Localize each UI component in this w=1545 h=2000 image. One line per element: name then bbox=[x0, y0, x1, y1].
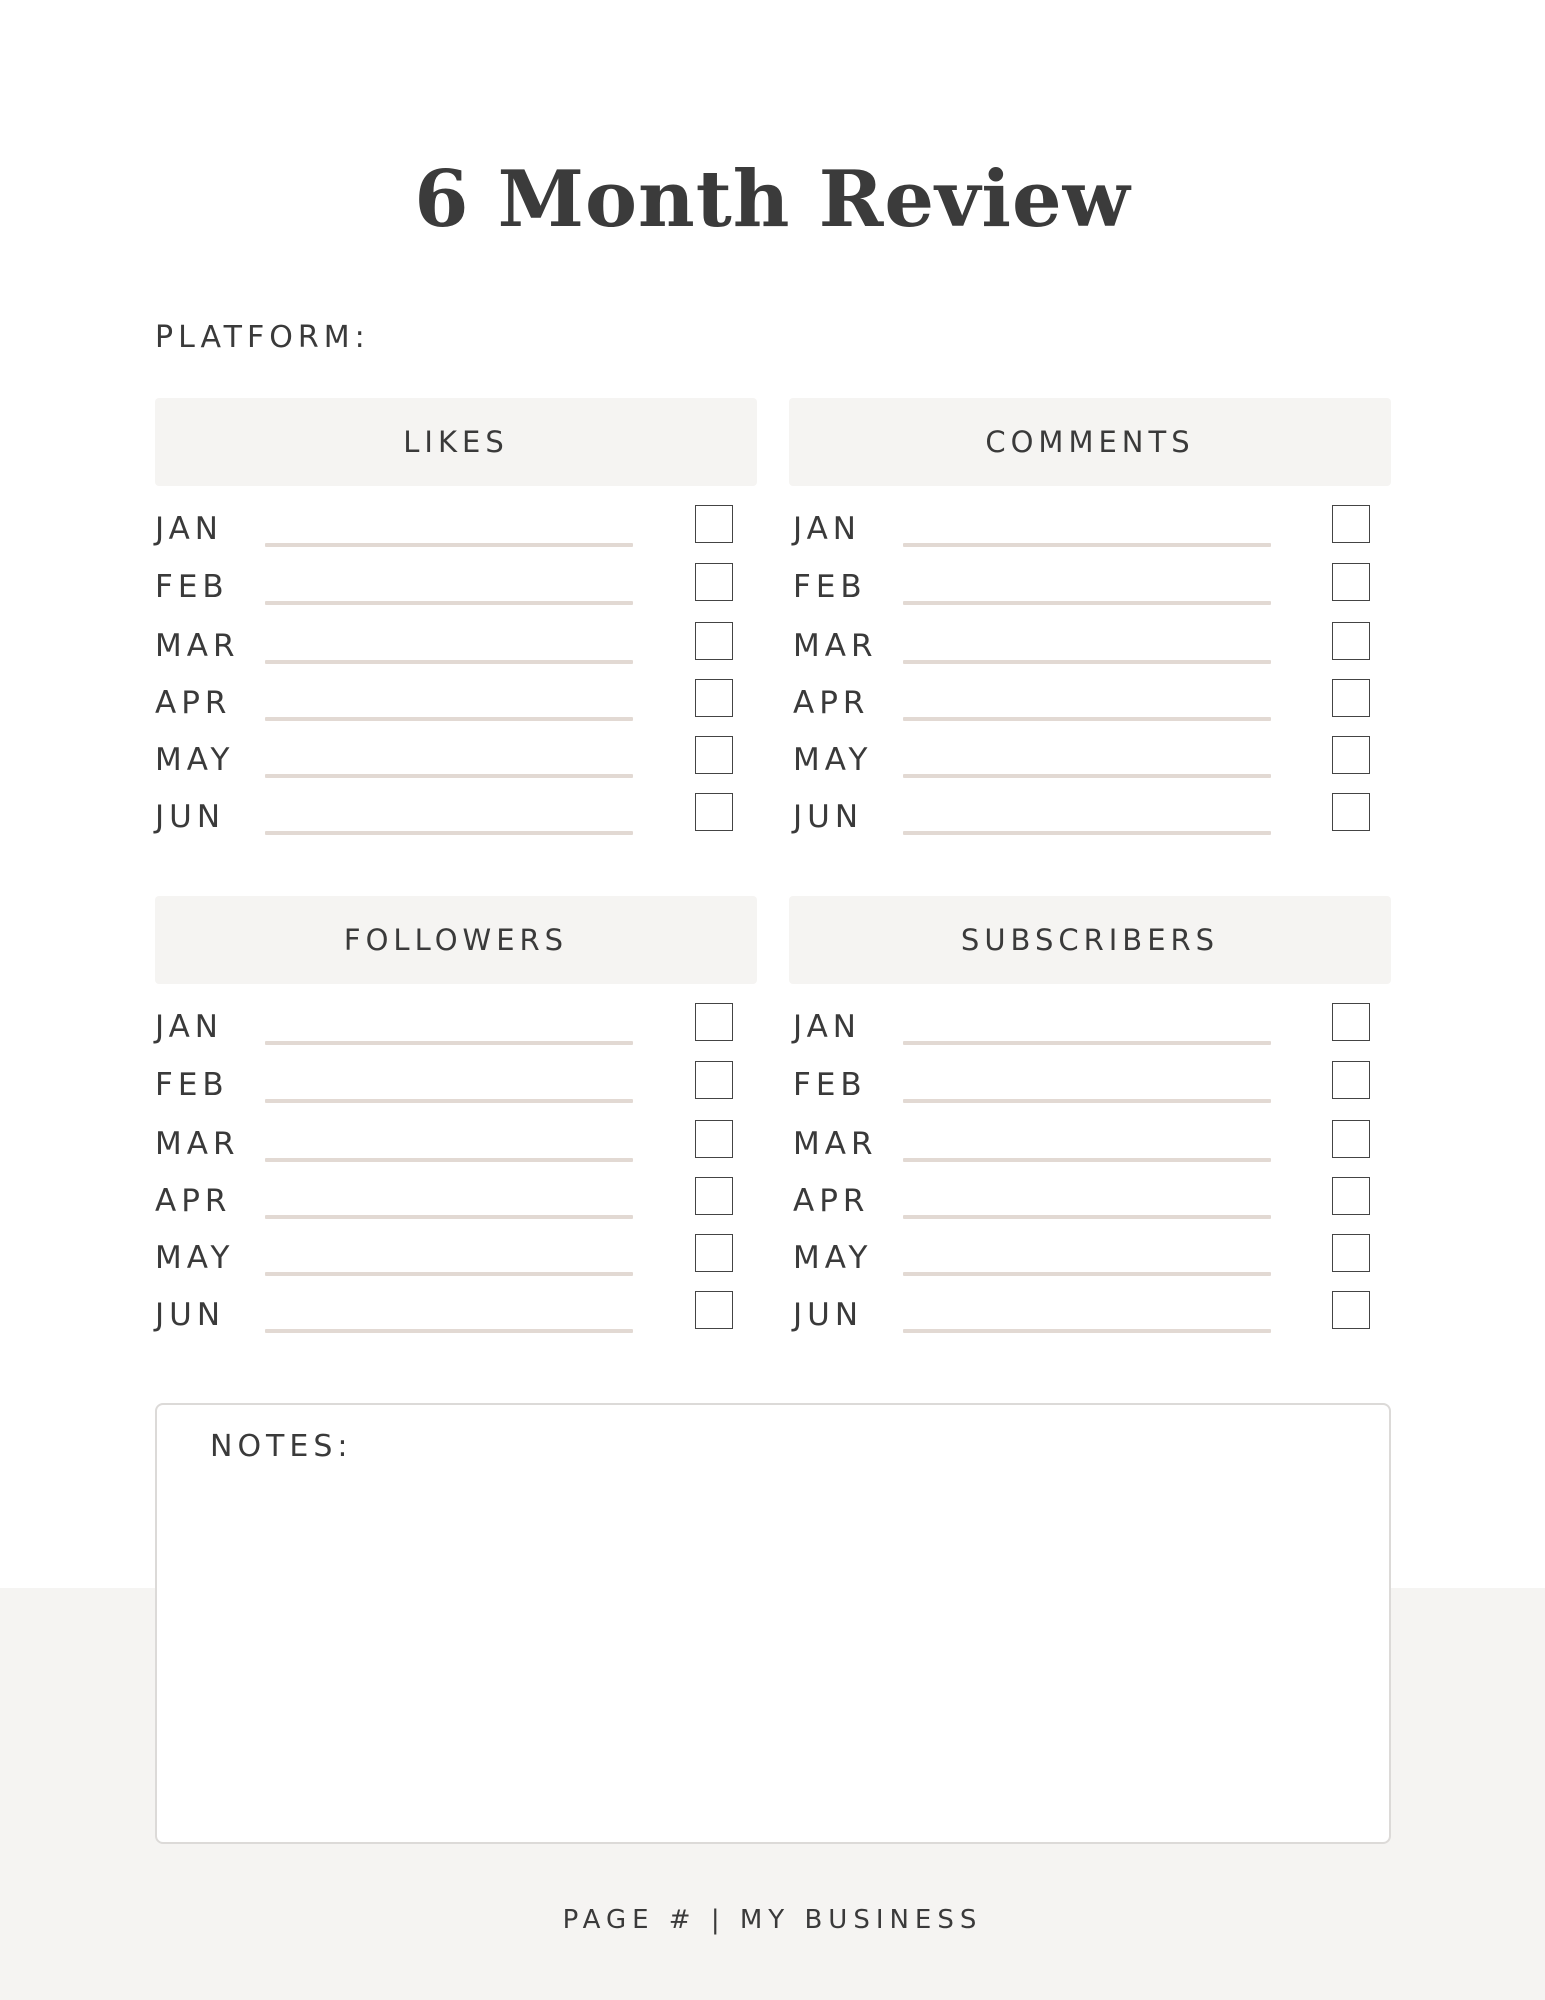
month-label: MAR bbox=[155, 1126, 240, 1162]
notes-label: NOTES: bbox=[210, 1429, 353, 1464]
entry-line[interactable] bbox=[265, 1215, 633, 1219]
checkbox[interactable] bbox=[1332, 736, 1370, 774]
checkbox[interactable] bbox=[1332, 1291, 1370, 1329]
month-row bbox=[155, 679, 757, 729]
checkbox[interactable] bbox=[1332, 1120, 1370, 1158]
month-row bbox=[155, 1003, 757, 1053]
month-row bbox=[155, 1234, 757, 1284]
entry-line[interactable] bbox=[265, 717, 633, 721]
checkbox[interactable] bbox=[695, 1061, 733, 1099]
checkbox[interactable] bbox=[695, 1120, 733, 1158]
checkbox[interactable] bbox=[695, 1177, 733, 1215]
month-row bbox=[789, 1177, 1391, 1227]
month-label: APR bbox=[155, 1183, 232, 1219]
entry-line[interactable] bbox=[903, 1215, 1271, 1219]
section-subscribers bbox=[789, 896, 1391, 1376]
section-header: LIKES bbox=[155, 398, 757, 486]
platform-label: PLATFORM: bbox=[155, 320, 370, 355]
month-label: FEB bbox=[793, 1067, 867, 1103]
section-header: COMMENTS bbox=[789, 398, 1391, 486]
month-label: MAY bbox=[793, 1240, 873, 1276]
month-label: APR bbox=[155, 685, 232, 721]
entry-line[interactable] bbox=[265, 1099, 633, 1103]
month-row bbox=[155, 736, 757, 786]
entry-line[interactable] bbox=[903, 774, 1271, 778]
entry-line[interactable] bbox=[265, 601, 633, 605]
entry-line[interactable] bbox=[903, 1099, 1271, 1103]
notes-box[interactable] bbox=[155, 1403, 1391, 1844]
entry-line[interactable] bbox=[265, 543, 633, 547]
section-followers bbox=[155, 896, 757, 1376]
entry-line[interactable] bbox=[265, 660, 633, 664]
month-label: JUN bbox=[155, 1297, 226, 1333]
month-row bbox=[789, 1003, 1391, 1053]
section-header: FOLLOWERS bbox=[155, 896, 757, 984]
entry-line[interactable] bbox=[903, 660, 1271, 664]
month-label: FEB bbox=[793, 569, 867, 605]
month-row bbox=[789, 563, 1391, 613]
month-row bbox=[155, 1177, 757, 1227]
month-row bbox=[155, 622, 757, 672]
month-row bbox=[155, 563, 757, 613]
month-row bbox=[789, 622, 1391, 672]
entry-line[interactable] bbox=[903, 1329, 1271, 1333]
month-row bbox=[789, 1120, 1391, 1170]
month-row bbox=[155, 1061, 757, 1111]
month-row bbox=[789, 1061, 1391, 1111]
checkbox[interactable] bbox=[695, 1003, 733, 1041]
month-row bbox=[789, 1234, 1391, 1284]
checkbox[interactable] bbox=[1332, 1061, 1370, 1099]
checkbox[interactable] bbox=[695, 1234, 733, 1272]
page-title: 6 Month Review bbox=[414, 154, 1131, 245]
month-row bbox=[155, 505, 757, 555]
checkbox[interactable] bbox=[1332, 1234, 1370, 1272]
page-footer: PAGE # | MY BUSINESS bbox=[562, 1905, 983, 1935]
checkbox[interactable] bbox=[1332, 505, 1370, 543]
month-row bbox=[155, 1120, 757, 1170]
checkbox[interactable] bbox=[695, 563, 733, 601]
checkbox[interactable] bbox=[1332, 1177, 1370, 1215]
entry-line[interactable] bbox=[903, 1158, 1271, 1162]
month-label: MAR bbox=[793, 1126, 878, 1162]
entry-line[interactable] bbox=[903, 543, 1271, 547]
month-label: MAR bbox=[155, 628, 240, 664]
entry-line[interactable] bbox=[265, 1041, 633, 1045]
entry-line[interactable] bbox=[265, 1272, 633, 1276]
month-label: APR bbox=[793, 1183, 870, 1219]
month-label: JAN bbox=[155, 511, 223, 547]
month-row bbox=[789, 505, 1391, 555]
month-label: JAN bbox=[793, 1009, 861, 1045]
checkbox[interactable] bbox=[695, 505, 733, 543]
month-label: MAR bbox=[793, 628, 878, 664]
checkbox[interactable] bbox=[695, 1291, 733, 1329]
entry-line[interactable] bbox=[903, 717, 1271, 721]
entry-line[interactable] bbox=[903, 601, 1271, 605]
entry-line[interactable] bbox=[903, 831, 1271, 835]
month-label: FEB bbox=[155, 1067, 229, 1103]
month-row bbox=[155, 793, 757, 843]
checkbox[interactable] bbox=[1332, 679, 1370, 717]
checkbox[interactable] bbox=[1332, 563, 1370, 601]
month-row bbox=[789, 1291, 1391, 1341]
checkbox[interactable] bbox=[695, 679, 733, 717]
checkbox[interactable] bbox=[1332, 1003, 1370, 1041]
entry-line[interactable] bbox=[265, 1329, 633, 1333]
month-label: JUN bbox=[793, 1297, 864, 1333]
month-label: JAN bbox=[155, 1009, 223, 1045]
section-header: SUBSCRIBERS bbox=[789, 896, 1391, 984]
checkbox[interactable] bbox=[695, 793, 733, 831]
entry-line[interactable] bbox=[265, 1158, 633, 1162]
month-label: JUN bbox=[793, 799, 864, 835]
month-row bbox=[789, 793, 1391, 843]
entry-line[interactable] bbox=[903, 1041, 1271, 1045]
month-label: MAY bbox=[793, 742, 873, 778]
month-row bbox=[789, 736, 1391, 786]
month-label: FEB bbox=[155, 569, 229, 605]
entry-line[interactable] bbox=[265, 831, 633, 835]
month-row bbox=[789, 679, 1391, 729]
checkbox[interactable] bbox=[695, 622, 733, 660]
entry-line[interactable] bbox=[265, 774, 633, 778]
month-label: MAY bbox=[155, 1240, 235, 1276]
month-label: MAY bbox=[155, 742, 235, 778]
month-label: JUN bbox=[155, 799, 226, 835]
checkbox[interactable] bbox=[1332, 622, 1370, 660]
checkbox[interactable] bbox=[1332, 793, 1370, 831]
month-row bbox=[155, 1291, 757, 1341]
section-likes bbox=[155, 398, 757, 878]
section-comments bbox=[789, 398, 1391, 878]
month-label: APR bbox=[793, 685, 870, 721]
checkbox[interactable] bbox=[695, 736, 733, 774]
entry-line[interactable] bbox=[903, 1272, 1271, 1276]
month-label: JAN bbox=[793, 511, 861, 547]
